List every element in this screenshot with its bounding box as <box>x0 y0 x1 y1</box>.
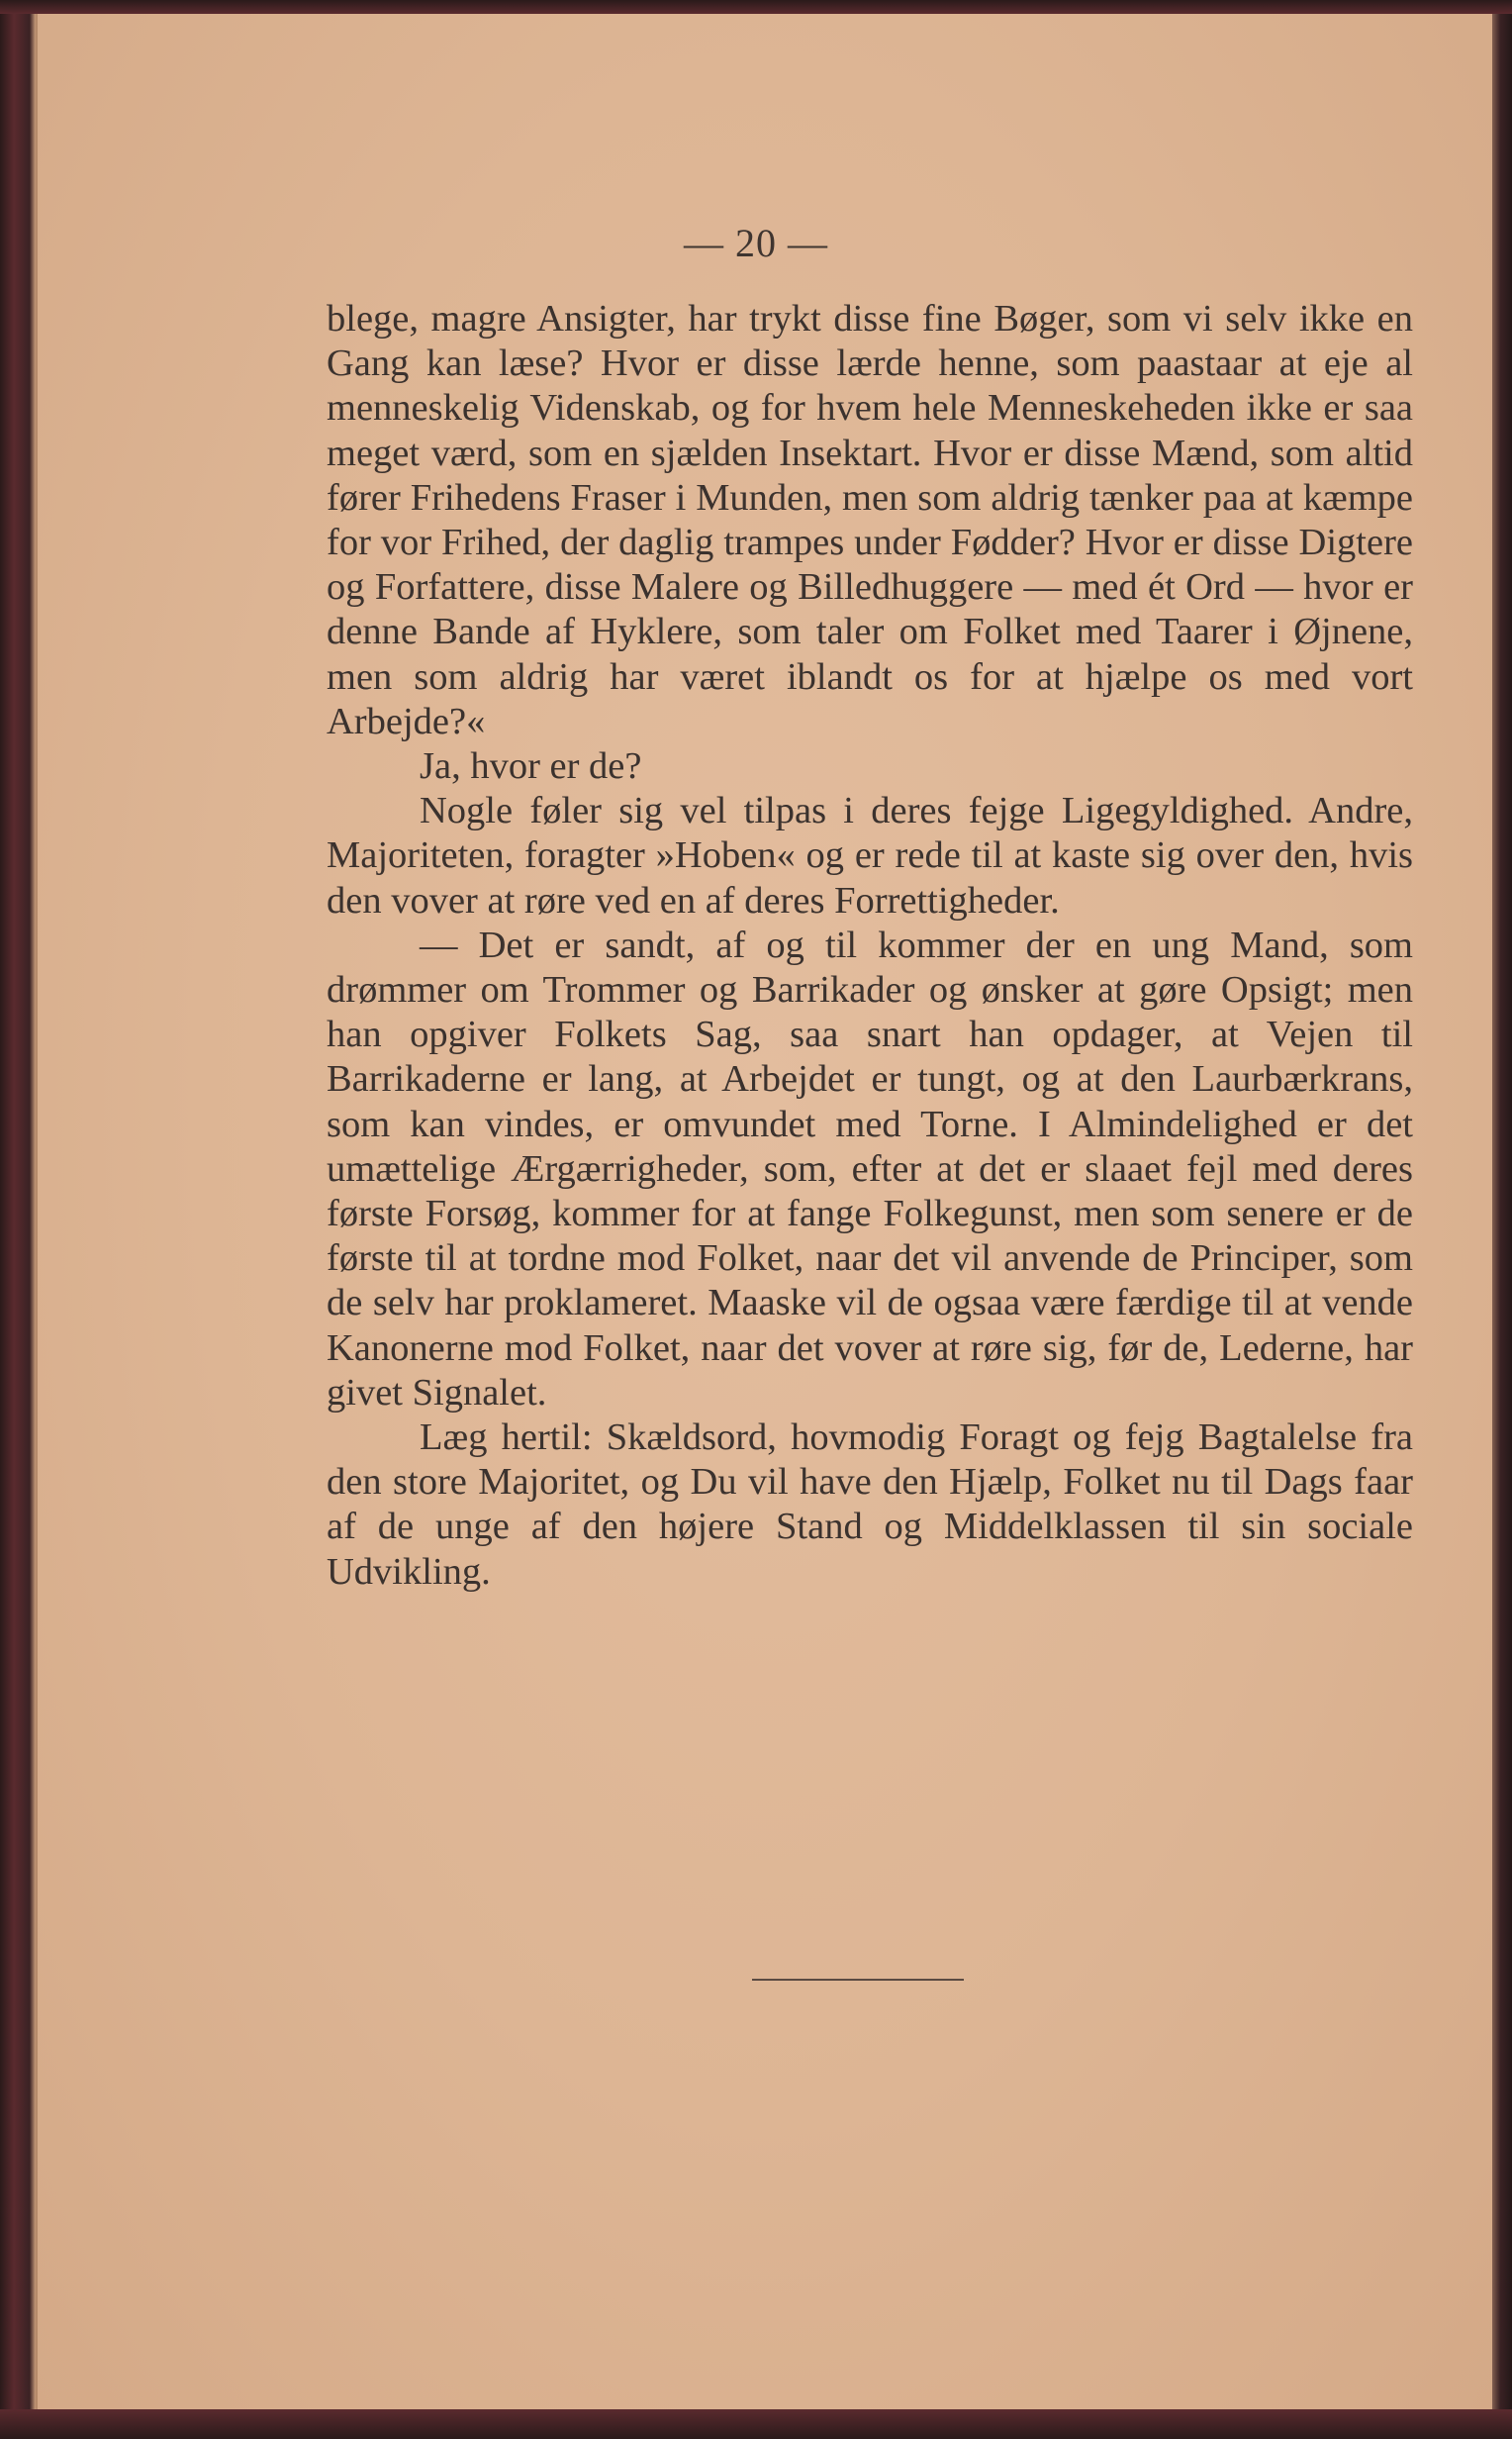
section-divider-rule <box>752 1979 964 1981</box>
page-top-edge <box>0 0 1512 14</box>
paragraph-5: Læg hertil: Skældsord, hovmodig Foragt og fejg Bagtalelse fra den store Majoritet, og Du vil have den Hjælp, Folket nu til Dags faar af de unge af den højere Stand og Middelklassen til sin sociale Udvikling. <box>327 1416 1413 1593</box>
paragraph-1: blege, magre Ansigter, har trykt disse fine Bøger, som vi selv ikke en Gang kan læse? Hvor er disse lærde henne, som paastaar at eje al menneskelig Videnskab, og for hvem hele Menneskeheden ikke er saa meget værd, som en sjælden Insektart. Hvor er disse Mænd, som altid fører Frihedens Fraser i Munden, men som aldrig tænker paa at kæmpe for vor Frihed, der daglig trampes under Fødder? Hvor er disse Digtere og Forfattere, disse Malere og Billedhuggere — med ét Ord — hvor er denne Bande af Hyklere, som taler om Folket med Taarer i Øjnene, men som aldrig har været iblandt os for at hjælpe os med vort Arbejde?« <box>327 298 1413 742</box>
paragraph-3: Nogle føler sig vel tilpas i deres fejge Ligegyldighed. Andre, Majoriteten, foragter »Hoben« og er rede til at kaste sig over den, hvis den vover at røre ved en af deres Forrettigheder. <box>327 790 1413 922</box>
page-bottom-edge <box>0 2409 1512 2439</box>
paragraph-2: Ja, hvor er de? <box>420 745 642 788</box>
body-text <box>327 297 1413 1595</box>
page-number: — 20 — <box>684 221 828 265</box>
paragraph-4: — Det er sandt, af og til kommer der en ung Mand, som drømmer om Trommer og Barrikader og ønsker at gøre Opsigt; men han opgiver Folkets Sag, saa snart han opdager, at Vejen til Barrikaderne er lang, at Arbejdet er tungt, og at den Laurbærkrans, som kan vindes, er omvundet med Torne. I Almindelighed er det umættelige Ærgærrigheder, som, efter at det er slaaet fejl med deres første Forsøg, kommer for at fange Folkegunst, men som senere er de første til at tordne mod Folket, naar det vil anvende de Principer, som de selv har proklameret. Maaske vil de ogsaa være færdige til at vende Kanonerne mod Folket, naar det vover at røre sig, før de, Lederne, har givet Signalet. <box>327 924 1413 1414</box>
